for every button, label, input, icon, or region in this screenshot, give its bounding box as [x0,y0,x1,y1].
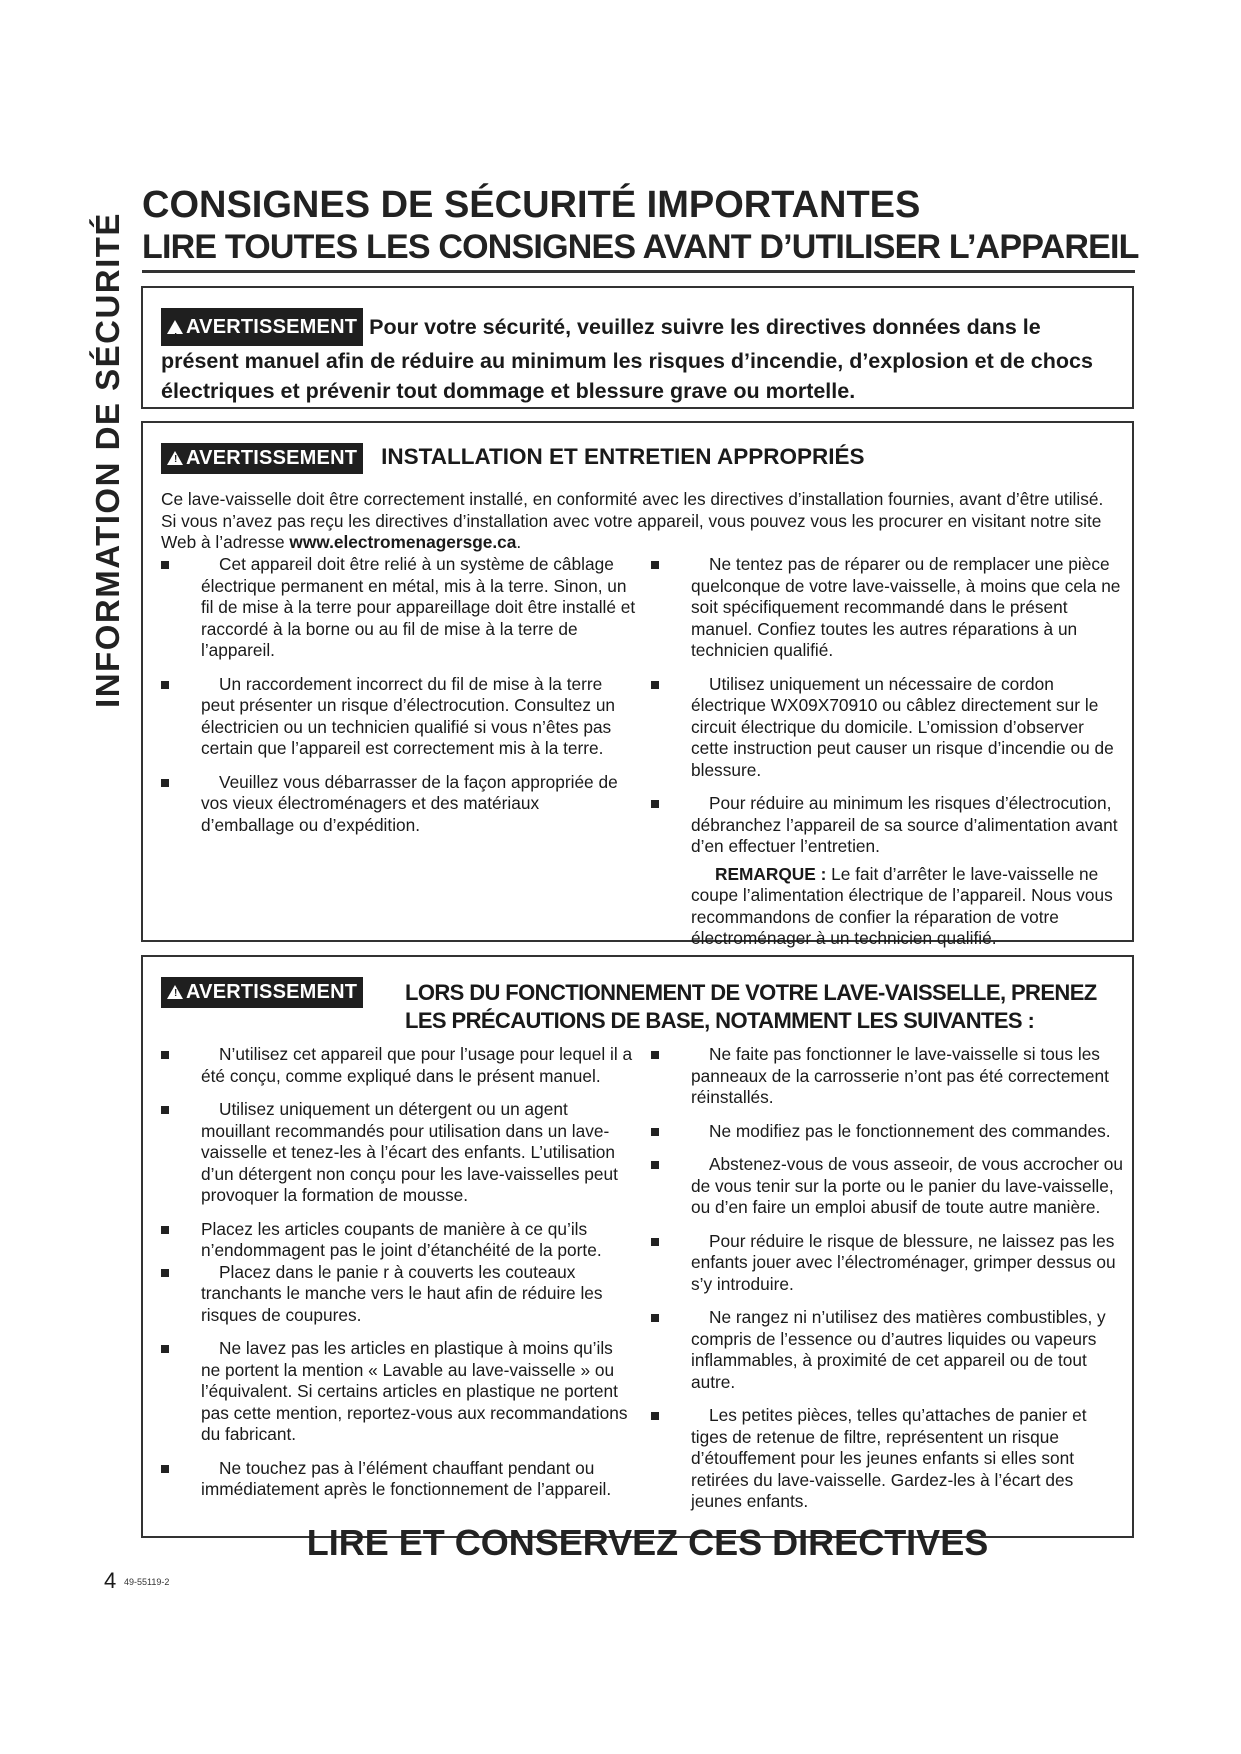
bullet-square-icon [161,561,169,569]
bullet-square-icon [651,1051,659,1059]
list-item: Ne rangez ni n’utilisez des matières combustibles, y compris de l’essence ou d’autres liquides ou vapeurs inflammables, à proximité de cet appareil ou de tout autre. [651,1307,1126,1393]
list-item: Pour réduire le risque de blessure, ne laissez pas les enfants jouer avec l’électroménager, grimper dessus ou s’y introduire. [651,1231,1126,1296]
list-item: Ne lavez pas les articles en plastique à moins qu’ils ne portent la mention « Lavable au lave-vaisselle » ou l’équivalent. Si certains articles en plastique ne portent pas cette mention, reportez-vous aux recommandations du fabricant. [161,1338,636,1446]
list-item: Abstenez-vous de vous asseoir, de vous accrocher ou de vous tenir sur la porte ou le panier du lave-vaisselle, ou d’en faire un emploi abusif de toute autre manière. [651,1154,1126,1219]
warning-triangle-icon: ! [167,451,183,465]
installation-note: REMARQUE : Le fait d’arrêter le lave-vaisselle ne coupe l’alimentation électrique de l’appareil. Nous vous recommandons de confier la réparation de votre électroménager à un technicien qualifié. [691,863,1113,948]
bullet-square-icon [651,1128,659,1136]
list-item: Les petites pièces, telles qu’attaches de panier et tiges de retenue de filtre, représentent un risque d’étouffement pour les jeunes enfants si elles sont retirées du lave-vaisselle. Gardez-les à l’écart des jeunes enfants. [651,1405,1126,1513]
bullet-square-icon [651,1314,659,1322]
footer-title: LIRE ET CONSERVEZ CES DIRECTIVES [306,1522,989,1563]
list-item: Ne faite pas fonctionner le lave-vaisselle si tous les panneaux de la carrosserie n’ont pas été correctement réinstallés. [651,1044,1126,1109]
installation-left-column [161,554,636,848]
bullet-square-icon [161,1106,169,1114]
list-item: Utilisez uniquement un nécessaire de cordon électrique WX09X70910 ou câblez directement sur le circuit électrique du domicile. L’omission d’observer cette instruction peut causer un risque d’incendie ou de blessure. [651,674,1121,782]
bullet-square-icon [161,1345,169,1353]
warning-badge: ! AVERTISSEMENT [161,308,363,346]
operation-title: LORS DU FONCTIONNEMENT DE VOTRE LAVE-VAISSELLE, PRENEZ LES PRÉCAUTIONS DE BASE, NOTAMMENT LES SUIVANTES : [405,980,1097,1033]
warning-triangle-icon: ! [167,320,183,334]
sidebar-section-title: INFORMATION DE SÉCURITÉ [89,212,126,708]
bullet-square-icon [651,681,659,689]
bullet-square-icon [161,1465,169,1473]
installation-header [161,443,1121,474]
installation-intro: Ce lave-vaisselle doit être correctement installé, en conformité avec les directives d’installation fournies, avant d’être utilisé. Si vous n’avez pas reçu les directives d’installation avec votre appareil, vous pouvez vous les procurer en visitant notre site Web à l’adresse www.electromenagersge.ca. [161,489,1104,552]
list-item: N’utilisez cet appareil que pour l’usage pour lequel il a été conçu, comme expliqué dans le présent manuel. [161,1044,636,1087]
warning-box-installation [141,421,1134,948]
bullet-square-icon [651,561,659,569]
list-item: Un raccordement incorrect du fil de mise à la terre peut présenter un risque d’électrocution. Consultez un électricien ou un technicien qualifié si vous n’êtes pas certain que l’appareil est correctement mis à la terre. [161,674,636,760]
list-item: Cet appareil doit être relié à un système de câblage électrique permanent en métal, mis à la terre. Sinon, un fil de mise à la terre pour appareillage doit être installé et raccordé à la borne ou au fil de mise à la terre de l’appareil. [161,554,636,662]
warning-badge: ! AVERTISSEMENT [161,443,363,474]
warning-triangle-icon: ! [167,985,183,999]
warning-box-operation [141,955,1134,1538]
list-item: Ne tentez pas de réparer ou de remplacer une pièce quelconque de votre lave-vaisselle, à moins que cela ne soit spécifiquement recommandé dans le présent manuel. Confiez toutes les autres réparations à un technicien qualifié. [651,554,1121,662]
warning-badge: ! AVERTISSEMENT [161,977,363,1008]
list-item: Ne modifiez pas le fonctionnement des commandes. [651,1121,1126,1143]
warning-box-general [141,286,1134,409]
page-subtitle: LIRE TOUTES LES CONSIGNES AVANT D’UTILISER L’APPAREIL [142,228,1139,266]
list-item: Placez les articles coupants de manière à ce qu’ils n’endommagent pas le joint d’étanchéité de la porte. [161,1219,636,1262]
bullet-square-icon [161,779,169,787]
operation-left-column [161,1044,636,1513]
list-item: Utilisez uniquement un détergent ou un agent mouillant recommandés pour utilisation dans un lave-vaisselle et tenez-les à l’écart des enfants. L’utilisation d’un détergent non conçu pour les lave-vaisselles peut provoquer la formation de mousse. [161,1099,636,1207]
page-title: CONSIGNES DE SÉCURITÉ IMPORTANTES [142,184,921,226]
list-item: Placez dans le panie r à couverts les couteaux tranchants le manche vers le haut afin de réduire les risques de coupures. [161,1262,636,1327]
installation-right-column [651,554,1121,950]
list-item: Pour réduire au minimum les risques d’électrocution, débranchez l’appareil de sa source d’alimentation avant d’en effectuer l’entretien. [651,793,1121,858]
list-item: Veuillez vous débarrasser de la façon appropriée de vos vieux électroménagers et des matériaux d’emballage ou d’expédition. [161,772,636,837]
page-number: 4 [104,1568,117,1593]
bullet-square-icon [651,1161,659,1169]
bullet-square-icon [161,681,169,689]
warning-general-text: ! AVERTISSEMENT Pour votre sécurité, veuillez suivre les directives données dans le présent manuel afin de réduire au minimum les risques d’incendie, d’explosion et de chocs électriques et prévenir tout dommage et blessure grave ou mortelle. [161,308,1111,406]
bullet-square-icon [161,1269,169,1277]
bullet-square-icon [651,800,659,808]
title-divider [142,270,1135,273]
installation-title: INSTALLATION ET ENTRETIEN APPROPRIÉS [381,444,865,469]
website-link[interactable]: www.electromenagersge.ca [289,532,517,552]
operation-right-column [651,1044,1126,1525]
bullet-square-icon [161,1226,169,1234]
bullet-square-icon [651,1238,659,1246]
bullet-square-icon [651,1412,659,1420]
list-item: Ne touchez pas à l’élément chauffant pendant ou immédiatement après le fonctionnement de l’appareil. [161,1458,636,1501]
document-code: 49-55119-2 [124,1577,170,1587]
bullet-square-icon [161,1051,169,1059]
